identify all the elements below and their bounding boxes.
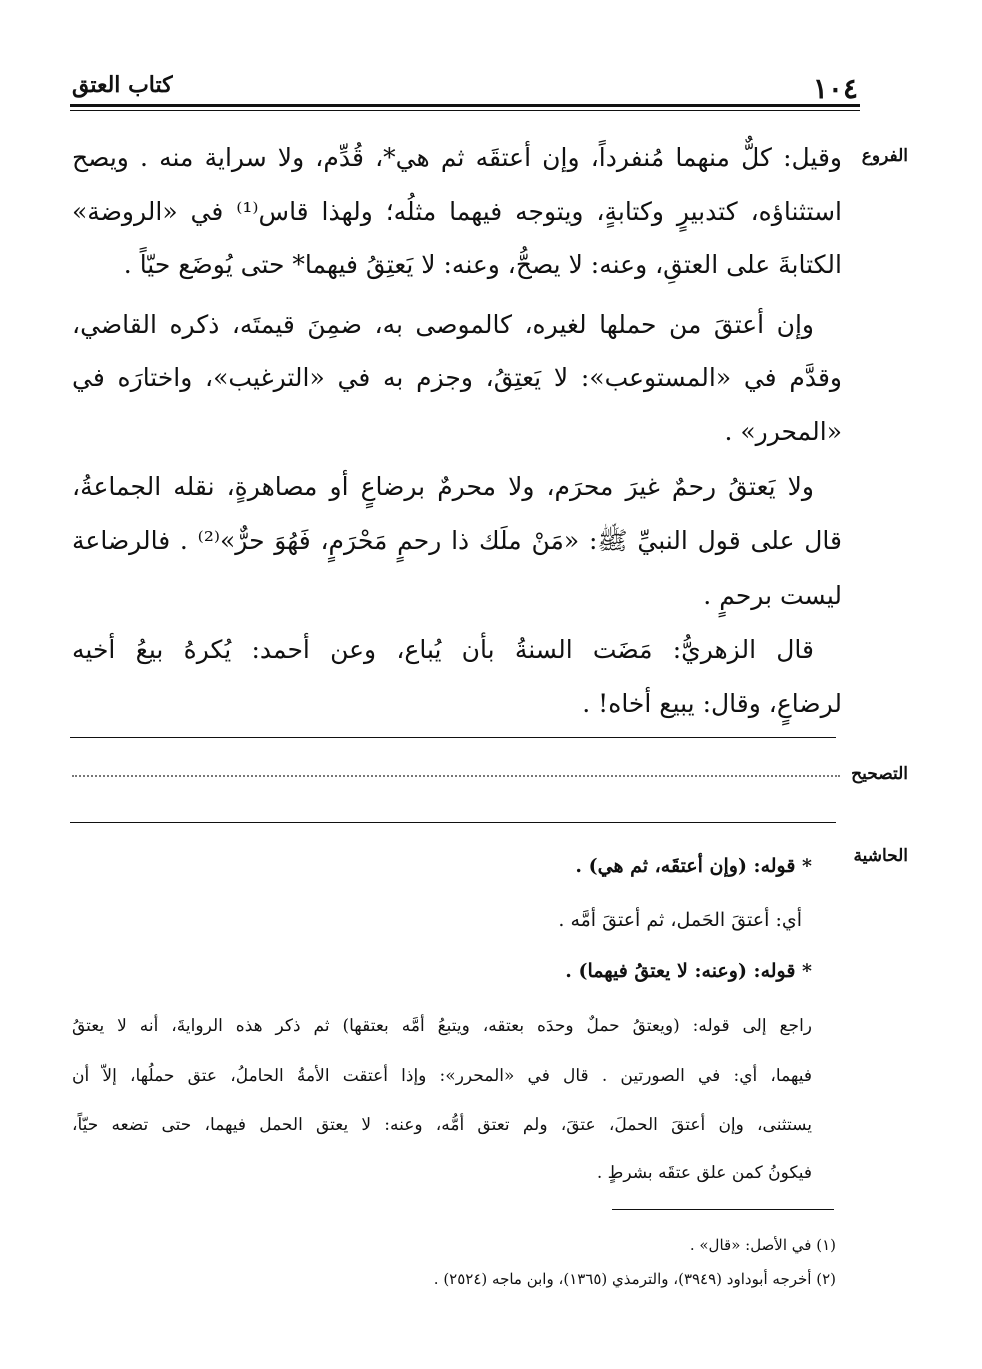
label-tashih: التصحيح bbox=[851, 764, 908, 784]
main-line-8: قال على قول النبيِّ ﷺ: «مَنْ ملَك ذا رحمٍ مَحْرَمٍ، فَهُوَ حرٌّ»⁽²⁾ . فالرضاعة bbox=[72, 526, 843, 555]
footnote-1: (١) في الأصل: «قال» . bbox=[689, 1236, 836, 1254]
hashiya-line-3: * قوله: (وعنه: لا يعتقُ فيهما) . bbox=[565, 960, 812, 982]
hashiya-line-1: * قوله: (وإن أعتقَه، ثم هي) . bbox=[575, 855, 812, 877]
hashiya-line-5: فيهما، أي: في الصورتين . قال في «المحرر»: وإذا أعتقت الأمةُ الحاملُ، عتق حملُها، إلاّ أن bbox=[72, 1066, 812, 1086]
main-line-5: وقدَّم في «المستوعب»: لا يَعتِقُ، وجزم به في «الترغيب»، واختارَه في bbox=[72, 363, 842, 392]
label-furu: الفروع bbox=[861, 146, 908, 166]
hashiya-line-4: راجع إلى قوله: (ويعتقُ حملٌ وحدَه بعتقه، ويتبعُ أمَّه بعتقها) ثم ذكر هذه الروايةَ، أنه لا يعتقُ bbox=[72, 1016, 812, 1036]
separator-top bbox=[70, 737, 836, 738]
separator-bottom bbox=[70, 822, 836, 823]
main-line-3: الكتابةَ على العتقِ، وعنه: لا يصحُّ، وعنه: لا يَعتِقُ فيهما* حتى يُوضَع حيّاً . bbox=[123, 250, 842, 279]
main-line-6: «المحرر» . bbox=[724, 417, 842, 446]
tashih-dotted-line bbox=[72, 775, 840, 777]
footnote-rule bbox=[612, 1209, 834, 1210]
main-line-7: ولا يَعتقُ رحمٌ غيرَ محرَم، ولا محرمٌ برضاعٍ أو مصاهرةٍ، نقله الجماعةُ، bbox=[72, 472, 814, 501]
main-line-10: قال الزهريُّ: مَضَت السنةُ بأن يُباع، وعن أحمد: يُكرهُ بيعُ أخيه bbox=[72, 635, 814, 664]
main-line-9: ليست برحمٍ . bbox=[703, 581, 842, 610]
hashiya-line-2: أي: أعتقَ الحَمل، ثم أعتقَ أمَّه . bbox=[558, 909, 802, 931]
main-line-1: وقيل: كلٌّ منهما مُنفرداً، وإن أعتقَه ثم هي*، قُدِّم، ولا سراية منه . ويصح bbox=[72, 143, 842, 172]
page-number: ١٠٤ bbox=[812, 72, 858, 105]
footnote-2: (٢) أخرجه أبوداود (٣٩٤٩)، والترمذي (١٣٦٥)، وابن ماجه (٢٥٢٤) . bbox=[433, 1270, 836, 1288]
main-line-4: وإن أعتقَ من حملها لغيره، كالموصى به، ضمِنَ قيمتَه، ذكره القاضي، bbox=[72, 310, 814, 339]
hashiya-line-6: يستثنى، وإن أعتقَ الحملَ، عتقَ، ولم تعتق أمُّه، وعنه: لا يعتق الحمل فيهما، حتى تضعه حيّاً، bbox=[72, 1115, 812, 1135]
running-title: كتاب العتق bbox=[72, 72, 173, 98]
header-rule-thick bbox=[70, 104, 860, 107]
main-line-2: استثناؤه، كتدبيرٍ وكتابةٍ، ويتوجه فيهما مثلُه؛ ولهذا قاس⁽¹⁾ في «الروضة» bbox=[72, 197, 842, 226]
main-line-11: لرضاعٍ، وقال: يبيع أخاه! . bbox=[582, 689, 842, 718]
label-hashiya: الحاشية bbox=[853, 846, 908, 866]
header-rule-thin bbox=[70, 110, 860, 111]
hashiya-line-7: فيكونُ كمن علق عتقَه بشرطٍ . bbox=[596, 1163, 812, 1183]
